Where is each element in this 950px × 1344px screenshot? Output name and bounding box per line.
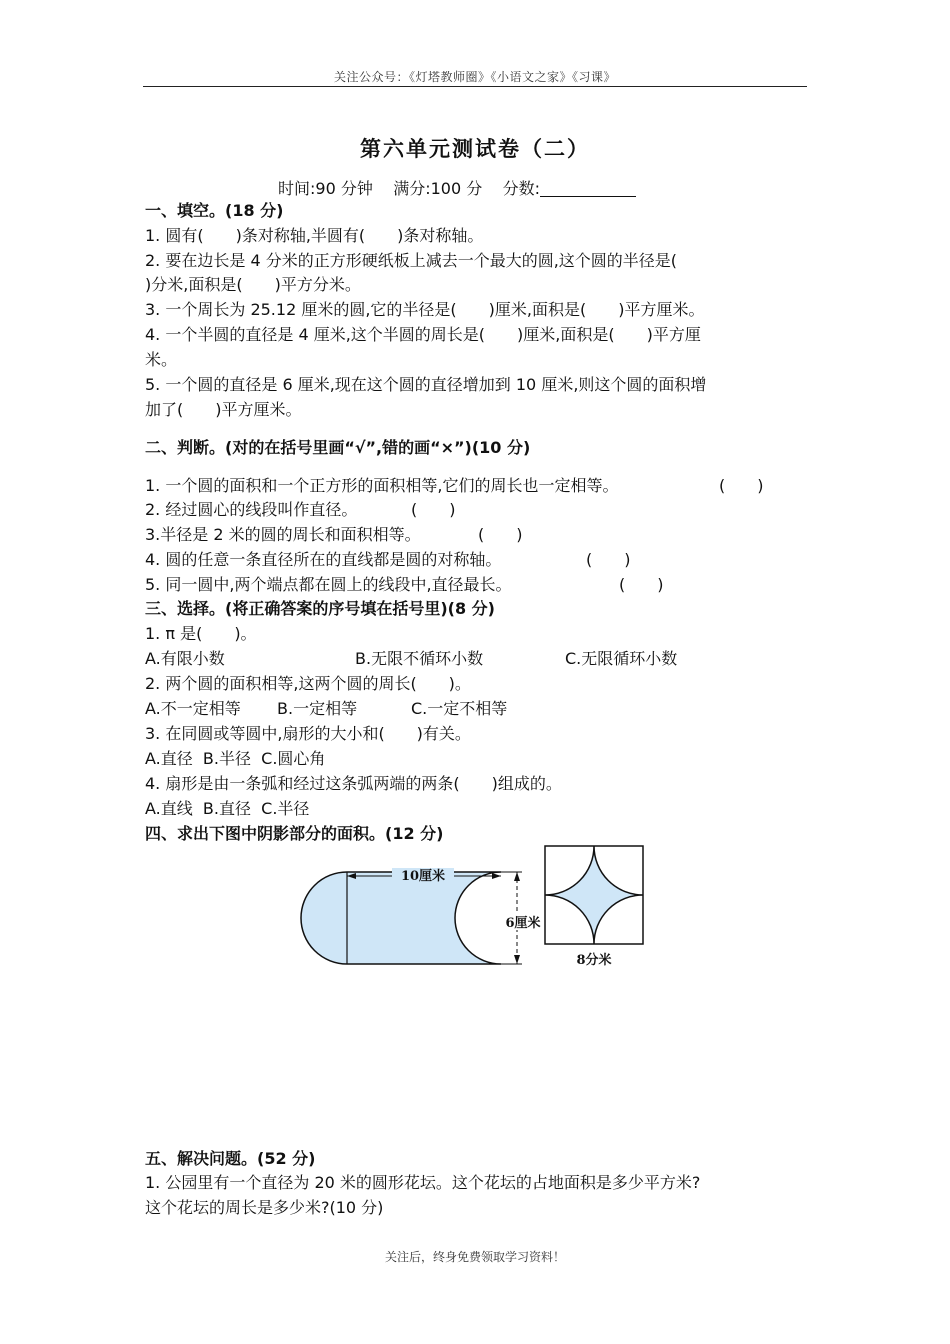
shaded-region-1 <box>301 872 501 964</box>
arrow-up-icon <box>514 872 520 881</box>
s2-item-4: 4. 圆的任意一条直径所在的直线都是圆的对称轴。 ( ) <box>145 550 631 569</box>
full-score: 满分:100 分 <box>393 179 483 198</box>
s2-item-2: 2. 经过圆心的线段叫作直径。 ( ) <box>145 500 456 519</box>
section1-heading: 一、填空。(18 分) <box>145 201 284 220</box>
section3-heading: 三、选择。(将正确答案的序号填在括号里)(8 分) <box>145 599 495 618</box>
s2-item-2-blank[interactable]: ( ) <box>411 500 456 519</box>
figure-square-quarter-circles <box>545 846 643 968</box>
score-blank[interactable] <box>540 180 636 197</box>
time-limit: 时间:90 分钟 <box>278 179 373 198</box>
height-label: 6厘米 <box>505 916 541 931</box>
shaded-area-figures <box>300 840 650 980</box>
figure-rectangle-semicircles <box>301 868 545 964</box>
s3-q4: 4. 扇形是由一条弧和经过这条弧两端的两条( )组成的。 <box>145 774 562 793</box>
s2-item-5-blank[interactable]: ( ) <box>619 575 664 594</box>
s5-q1-line-2: 这个花坛的周长是多少米?(10 分) <box>145 1198 384 1217</box>
section4-heading: 四、求出下图中阴影部分的面积。(12 分) <box>145 824 444 843</box>
s2-item-4-blank[interactable]: ( ) <box>586 550 631 569</box>
option-c[interactable]: C.无限循环小数 <box>565 649 678 668</box>
s5-q1-line-1: 1. 公园里有一个直径为 20 米的圆形花坛。这个花坛的占地面积是多少平方米? <box>145 1173 701 1192</box>
option-c[interactable]: C.一定不相等 <box>411 699 508 718</box>
page-title: 第六单元测试卷（二） <box>360 136 590 161</box>
s1-line-8: 加了( )平方厘米。 <box>145 400 302 419</box>
header-divider <box>143 86 807 87</box>
width-label: 10厘米 <box>400 869 446 884</box>
s1-line-1: 1. 圆有( )条对称轴,半圆有( )条对称轴。 <box>145 226 484 245</box>
s3-q2-options <box>145 699 508 719</box>
shaded-region-2 <box>545 846 643 944</box>
s1-line-3: )分米,面积是( )平方分米。 <box>145 275 361 294</box>
s2-item-5: 5. 同一圆中,两个端点都在圆上的线段中,直径最长。 ( ) <box>145 575 664 594</box>
s3-q2: 2. 两个圆的面积相等,这两个圆的周长( )。 <box>145 674 471 693</box>
option-b[interactable]: B.一定相等 <box>277 699 358 718</box>
option-a[interactable]: A.不一定相等 <box>145 699 241 718</box>
s2-item-3: 3.半径是 2 米的圆的周长和面积相等。 ( ) <box>145 525 523 544</box>
s1-line-4: 3. 一个周长为 25.12 厘米的圆,它的半径是( )厘米,面积是( )平方厘米。 <box>145 300 705 319</box>
arrow-right-icon <box>492 873 501 879</box>
s3-q1: 1. π 是( )。 <box>145 624 257 643</box>
s2-item-1: 1. 一个圆的面积和一个正方形的面积相等,它们的周长也一定相等。 ( ) <box>145 476 764 495</box>
arrow-down-icon <box>514 955 520 964</box>
s3-q1-options <box>145 649 678 669</box>
s3-q4-options: A.直线 B.直径 C.半径 <box>145 799 310 818</box>
side-label: 8分米 <box>576 953 612 968</box>
s2-item-3-blank[interactable]: ( ) <box>478 525 523 544</box>
score-label: 分数: <box>502 179 540 198</box>
s1-line-2: 2. 要在边长是 4 分米的正方形硬纸板上减去一个最大的圆,这个圆的半径是( <box>145 251 678 270</box>
s1-line-6: 米。 <box>145 350 178 369</box>
header-note: 关注公众号：《灯塔教师圈》《小语文之家》《习课》 <box>333 70 616 84</box>
footer-note: 关注后，终身免费领取学习资料！ <box>384 1250 565 1264</box>
s3-q3-options: A.直径 B.半径 C.圆心角 <box>145 749 326 768</box>
section2-heading: 二、判断。(对的在括号里画“√”,错的画“×”)(10 分) <box>145 438 531 457</box>
exam-meta <box>278 176 636 199</box>
option-b[interactable]: B.无限不循环小数 <box>355 649 484 668</box>
s1-line-5: 4. 一个半圆的直径是 4 厘米,这个半圆的周长是( )厘米,面积是( )平方厘 <box>145 325 701 344</box>
s1-line-7: 5. 一个圆的直径是 6 厘米,现在这个圆的直径增加到 10 厘米,则这个圆的面积增 <box>145 375 707 394</box>
option-a[interactable]: A.有限小数 <box>145 649 225 668</box>
section5-heading: 五、解决问题。(52 分) <box>145 1149 316 1168</box>
s3-q3: 3. 在同圆或等圆中,扇形的大小和( )有关。 <box>145 724 471 743</box>
s2-item-1-blank[interactable]: ( ) <box>719 476 764 495</box>
